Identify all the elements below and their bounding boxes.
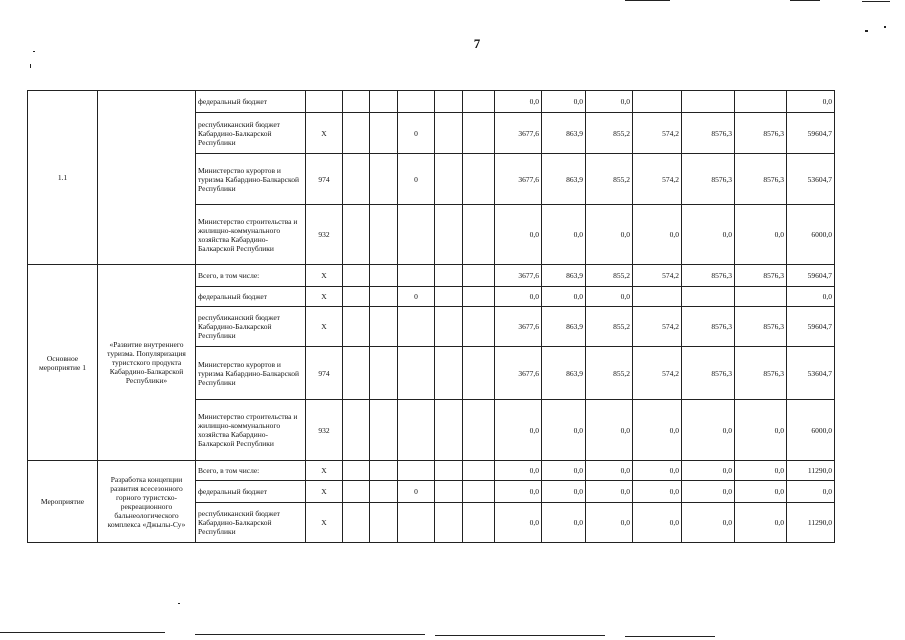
code-cell [343,91,370,113]
value-cell: 0,0 [633,400,682,461]
value-cell: 0,0 [735,503,787,543]
value-cell: 574,2 [633,307,682,347]
value-cell: 0,0 [495,205,542,265]
funding-source: Министерство строительства и жилищно-коммунального хозяйства Кабардино-Балкарской Республики [196,205,306,265]
value-cell: 855,2 [586,347,633,400]
value-cell [682,287,735,307]
grbs-cell: 974 [306,347,343,400]
scan-artifact [862,1,890,2]
value-cell: 0,0 [495,287,542,307]
grbs-cell: Х [306,481,343,503]
code-cell [343,481,370,503]
code-cell [370,154,398,205]
code-cell [463,307,495,347]
funding-source: республиканский бюджет Кабардино-Балкарской Республики [196,503,306,543]
code-cell [398,205,435,265]
value-cell: 0,0 [542,481,586,503]
code-cell [343,113,370,154]
scan-artifact [790,0,820,1]
code-cell [463,400,495,461]
value-cell: 8576,3 [682,347,735,400]
code-cell [343,461,370,481]
code-cell [463,154,495,205]
code-cell [370,265,398,287]
value-cell: 0,0 [633,461,682,481]
code-cell [435,91,463,113]
value-cell: 0,0 [586,91,633,113]
code-cell [435,307,463,347]
code-cell [463,265,495,287]
value-cell: 0,0 [633,205,682,265]
code-cell [435,113,463,154]
value-cell: 3677,6 [495,347,542,400]
value-cell: 53604,7 [787,154,835,205]
code-cell [398,307,435,347]
code-cell [435,461,463,481]
value-cell: 574,2 [633,154,682,205]
row-code: Мероприятие [28,461,98,543]
code-cell [435,400,463,461]
code-cell [435,481,463,503]
code-cell [463,91,495,113]
value-cell: 574,2 [633,113,682,154]
code-cell [463,481,495,503]
code-cell [398,461,435,481]
value-cell: 855,2 [586,113,633,154]
value-cell: 0,0 [586,287,633,307]
scan-artifact [30,64,31,68]
value-cell: 0,0 [586,503,633,543]
code-cell [343,503,370,543]
code-cell [398,400,435,461]
value-cell: 0,0 [682,481,735,503]
code-cell [463,461,495,481]
table-row [28,91,884,113]
code-cell [398,347,435,400]
code-cell [370,113,398,154]
value-cell: 855,2 [586,307,633,347]
scan-artifact [625,636,715,637]
code-cell [343,400,370,461]
code-cell: 0 [398,287,435,307]
value-cell: 8576,3 [682,113,735,154]
code-cell [370,91,398,113]
value-cell: 8576,3 [682,307,735,347]
value-cell: 574,2 [633,265,682,287]
value-cell: 0,0 [735,481,787,503]
code-cell [435,265,463,287]
code-cell [370,205,398,265]
value-cell: 0,0 [682,461,735,481]
scan-artifact [865,30,868,32]
scan-artifact [33,51,35,52]
grbs-cell: Х [306,307,343,347]
code-cell [463,287,495,307]
value-cell: 11290,0 [787,503,835,543]
scan-artifact [178,603,180,604]
value-cell: 0,0 [495,461,542,481]
code-cell [370,461,398,481]
grbs-cell [306,91,343,113]
value-cell: 0,0 [682,205,735,265]
value-cell: 0,0 [787,287,835,307]
value-cell: 8576,3 [735,154,787,205]
code-cell [343,287,370,307]
value-cell: 863,9 [542,347,586,400]
value-cell: 8576,3 [682,154,735,205]
value-cell: 0,0 [542,91,586,113]
code-cell [370,287,398,307]
code-cell: 0 [398,154,435,205]
code-cell: 0 [398,113,435,154]
value-cell: 11290,0 [787,461,835,481]
value-cell: 0,0 [633,503,682,543]
funding-source: республиканский бюджет Кабардино-Балкарской Республики [196,113,306,154]
value-cell: 0,0 [735,461,787,481]
value-cell: 3677,6 [495,265,542,287]
grbs-cell: Х [306,287,343,307]
value-cell: 855,2 [586,265,633,287]
code-cell [435,347,463,400]
value-cell: 863,9 [542,265,586,287]
value-cell: 6000,0 [787,205,835,265]
value-cell: 0,0 [495,481,542,503]
value-cell: 0,0 [735,400,787,461]
value-cell: 59604,7 [787,307,835,347]
page-number: 7 [473,36,481,51]
code-cell [343,265,370,287]
row-name: Разработка концепции развития всесезонного горного туристско-рекреационного бальнеологического комплекса «Джылы-Су» [98,461,196,543]
funding-source: Министерство курортов и туризма Кабардино-Балкарской Республики [196,154,306,205]
value-cell: 8576,3 [735,113,787,154]
grbs-cell: Х [306,113,343,154]
grbs-cell: Х [306,461,343,481]
value-cell: 0,0 [495,400,542,461]
grbs-cell: Х [306,503,343,543]
code-cell [398,91,435,113]
value-cell: 3677,6 [495,113,542,154]
funding-source: федеральный бюджет [196,481,306,503]
value-cell: 855,2 [586,154,633,205]
value-cell: 0,0 [542,503,586,543]
table-row [28,265,884,287]
budget-table [27,90,884,543]
code-cell [398,265,435,287]
scan-artifact [0,632,165,633]
value-cell: 0,0 [542,205,586,265]
code-cell [343,347,370,400]
value-cell: 0,0 [787,481,835,503]
code-cell [370,400,398,461]
grbs-cell: 974 [306,154,343,205]
code-cell [463,503,495,543]
scan-artifact [435,635,605,636]
row-name: «Развитие внутреннего туризма. Популяризация туристского продукта Кабардино-Балкарской Республики» [98,265,196,461]
table-row [28,461,884,481]
code-cell [343,154,370,205]
scan-artifact [625,0,670,1]
value-cell: 3677,6 [495,154,542,205]
value-cell: 863,9 [542,154,586,205]
value-cell [633,91,682,113]
value-cell: 863,9 [542,307,586,347]
code-cell [370,307,398,347]
value-cell [735,91,787,113]
funding-source: федеральный бюджет [196,287,306,307]
funding-source: Министерство курортов и туризма Кабардино-Балкарской Республики [196,347,306,400]
grbs-cell: Х [306,265,343,287]
funding-source: республиканский бюджет Кабардино-Балкарской Республики [196,307,306,347]
value-cell [735,287,787,307]
code-cell [343,205,370,265]
code-cell [435,154,463,205]
value-cell: 0,0 [682,503,735,543]
code-cell [463,347,495,400]
funding-source: Всего, в том числе: [196,265,306,287]
code-cell [463,113,495,154]
value-cell: 8576,3 [735,347,787,400]
row-name [98,91,196,265]
value-cell: 53604,7 [787,347,835,400]
value-cell: 8576,3 [735,307,787,347]
value-cell [633,287,682,307]
value-cell: 0,0 [542,461,586,481]
value-cell: 0,0 [586,461,633,481]
code-cell [435,503,463,543]
funding-source: федеральный бюджет [196,91,306,113]
scan-artifact [195,634,425,635]
value-cell: 6000,0 [787,400,835,461]
grbs-cell: 932 [306,205,343,265]
value-cell: 0,0 [542,400,586,461]
value-cell: 8576,3 [735,265,787,287]
code-cell [343,307,370,347]
value-cell: 574,2 [633,347,682,400]
code-cell: 0 [398,481,435,503]
funding-source: Всего, в том числе: [196,461,306,481]
value-cell: 0,0 [586,205,633,265]
code-cell [463,205,495,265]
code-cell [435,205,463,265]
value-cell: 3677,6 [495,307,542,347]
value-cell: 0,0 [542,287,586,307]
value-cell: 59604,7 [787,113,835,154]
value-cell: 0,0 [633,481,682,503]
value-cell: 59604,7 [787,265,835,287]
scan-artifact [884,26,886,28]
value-cell: 0,0 [586,481,633,503]
value-cell: 0,0 [495,91,542,113]
value-cell: 0,0 [787,91,835,113]
code-cell [435,287,463,307]
row-code: 1.1 [28,91,98,265]
code-cell [370,347,398,400]
code-cell [398,503,435,543]
code-cell [370,481,398,503]
grbs-cell: 932 [306,400,343,461]
value-cell: 8576,3 [682,265,735,287]
value-cell: 0,0 [682,400,735,461]
code-cell [370,503,398,543]
value-cell [682,91,735,113]
value-cell: 0,0 [735,205,787,265]
value-cell: 0,0 [586,400,633,461]
funding-source: Министерство строительства и жилищно-коммунального хозяйства Кабардино-Балкарской Республики [196,400,306,461]
value-cell: 863,9 [542,113,586,154]
row-code: Основное мероприятие 1 [28,265,98,461]
value-cell: 0,0 [495,503,542,543]
